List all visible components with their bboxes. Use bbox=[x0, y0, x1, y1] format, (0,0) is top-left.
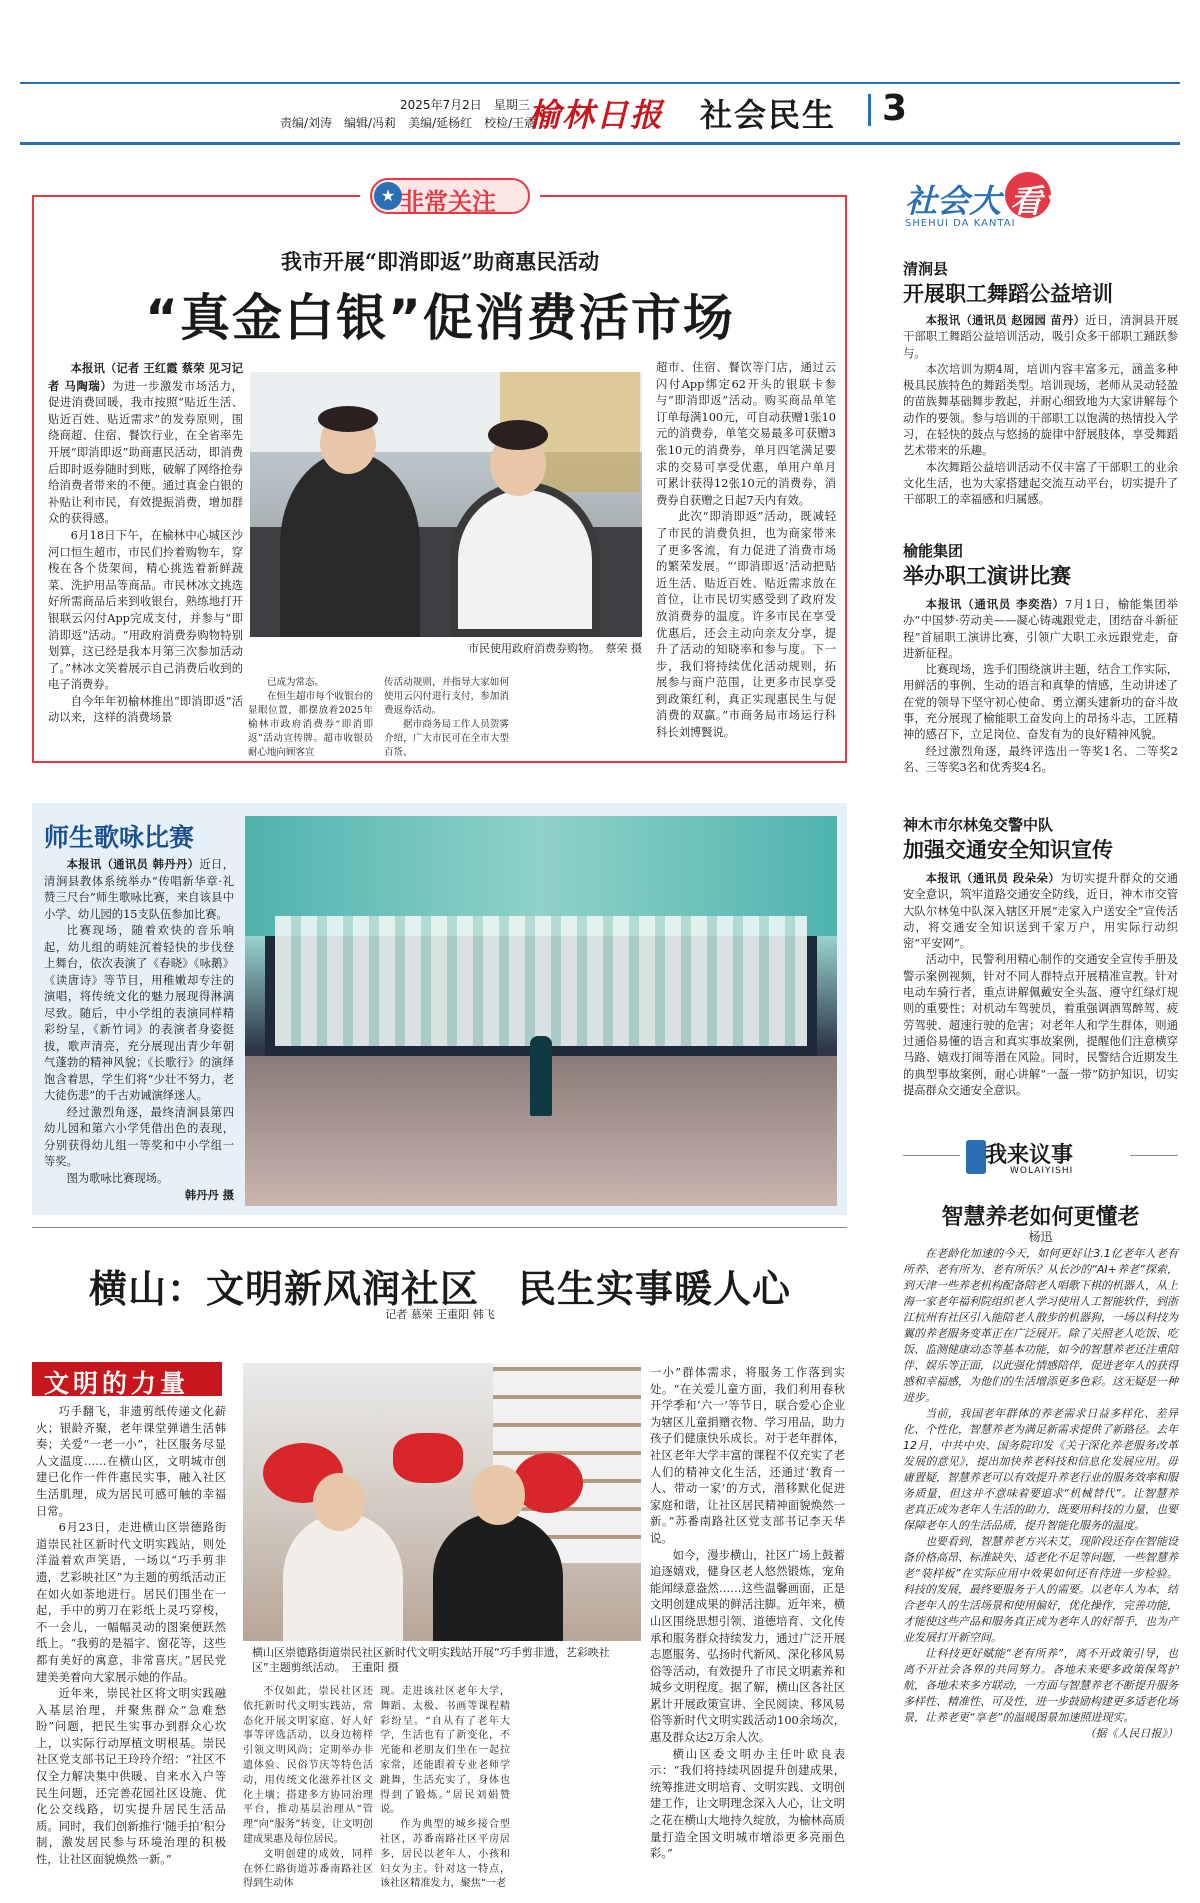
hengshan-col4-para3: 横山区委文明办主任叶欧良表示：“我们将持续巩固提升创建成果，统筹推进文明培育、文明实践、文明创建工作，让文明理念深入人心，让文明之花在横山大地持久绽放，为榆林高质量打造全国文明城市增添更多亮丽色彩。” bbox=[650, 1747, 845, 1861]
hengshan-tag: 文明的力量 bbox=[44, 1369, 190, 1398]
focus-col1-para3: 自今年年初榆林推出“即消即返”活动以来，这样的消费场景 bbox=[48, 694, 243, 725]
focus-badge-text: 非常关注 bbox=[400, 188, 496, 216]
brief-2-para2: 比赛现场，选手们围绕演讲主题，结合工作实际，用鲜活的事例、生动的语言和真挚的情感，生动讲述了在党的领导下坚守初心使命、勇立潮头建新功的奋斗故事，充分展现了榆能职工奋发向上的昂扬斗志，工匠精神的感召下，立足岗位、奋发有为的良好精神风貌。 bbox=[903, 663, 1178, 742]
microphone-icon bbox=[966, 1140, 986, 1174]
singing-caption: 图为歌咏比赛现场。 bbox=[66, 1171, 169, 1185]
resident-2 bbox=[433, 1513, 563, 1641]
focus-col3-para1: 传活动规则，并指导大家如何使用云闪付进行支付，参加消费返券活动。 bbox=[384, 677, 509, 716]
hengshan-col1-para1: 巧手翻飞，非遗剪纸传递文化薪火；银龄齐聚，老年课堂弹谱生活韩奏；关爱“一老一小”，社区服务尽显人文温度……在横山区，文明城市创建已化作一件件惠民实事，融入社区生活肌理，成为居民可感可触的幸福日常。 bbox=[36, 1405, 226, 1518]
conductor-figure bbox=[530, 1036, 552, 1116]
focus-col5-para1: 超市、住宿、餐饮等门店，通过云闪付App绑定62开头的银联卡参与“即消即返”活动。购买商品单笔订单每满100元，可自动获赠1张10元的消费券，单笔交易最多可获赠3张10元的消费券，单月四笔满足要求的交易可享受优惠，单用户单月可累计获得12张10元的消费券，消费券自获赠之日起7天内有效。 bbox=[656, 361, 836, 507]
shopper-hair bbox=[318, 406, 378, 432]
hengshan-photo bbox=[243, 1363, 641, 1641]
hengshan-col4-para2: 如今，漫步横山，社区广场上鼓蓄追逐嬉戏，健身区老人悠然锻炼，宠角能闻绿意盎然……这些温馨画面，正是文明创建成果的鲜活注脚。近年来，横山区围绕思想引领、道德培育、文化传承和服务群众持续发力，通过广泛开展志愿服务、弘扬时代新风、深化移风易俗等活动，有效提升了市民文明素养和城乡文明程度。据了解，横山区各社区累计开展政策宣讲、全民阅读、移风易俗等新时代文明实践活动100余场次，惠及群众达2万余人次。 bbox=[650, 1548, 845, 1745]
resident-1-face bbox=[313, 1473, 365, 1531]
cashier-hair bbox=[488, 420, 548, 450]
singing-body bbox=[44, 856, 234, 1204]
hengshan-column-1 bbox=[36, 1404, 226, 1869]
opinion-badge: 我来议事 bbox=[985, 1143, 1074, 1168]
focus-col3-para2: 据市商务局工作人员贺雾介绍，广大市民可在全市大型百货、 bbox=[384, 718, 509, 758]
brief-1-org: 清涧县 bbox=[903, 260, 949, 278]
paper-cut-2 bbox=[393, 1433, 463, 1483]
hengshan-column-3 bbox=[380, 1685, 510, 1892]
singing-byline: 本报讯（通讯员 韩丹丹） bbox=[66, 857, 200, 871]
singing-title: 师生歌咏比赛 bbox=[44, 823, 195, 852]
brief-1-byline: 本报讯（通讯员 赵园园 苗丹） bbox=[925, 313, 1086, 327]
singing-photographer: 韩丹丹 摄 bbox=[184, 1188, 234, 1202]
brief-1-text: 近日，清涧县开展干部职工舞蹈公益培训活动，吸引众多干部职工踊跃参与。 bbox=[903, 314, 1178, 360]
sidebar-logo: 社会大 bbox=[905, 182, 1002, 220]
newspaper-logo: 榆林日报 bbox=[528, 96, 665, 134]
issue-date: 2025年7月2日 星期三 bbox=[400, 98, 530, 112]
choir-members bbox=[275, 916, 807, 1046]
focus-photo-caption: 市民使用政府消费券购物。 蔡荣 摄 bbox=[468, 642, 642, 655]
resident-1 bbox=[283, 1513, 403, 1641]
hengshan-photo-caption: 横山区崇德路街道崇民社区新时代文明实践站开展“巧手剪非遗，艺彩映社区”主题剪纸活动。 王重阳 摄 bbox=[252, 1646, 610, 1674]
focus-column-5 bbox=[656, 360, 836, 742]
brief-2-body bbox=[903, 596, 1178, 776]
hengshan-col4-para1: 一小”群体需求，将服务工作落到实处。“在关爱儿童方面，我们利用春秋开学季和‘六一’等节日，联合爱心企业为辖区儿童捐赠衣物、学习用品，助力孩子们健康快乐成长。对于老年群体，社区老年大学丰富的课程不仅充实了老人们的精神文化生活，还通过‘教育一人、带动一家’的方式，潜移默化促进家庭和谐，让社区居民精神面貌焕然一新。”苏番南路社区党支部书记李天华说。 bbox=[650, 1366, 845, 1545]
focus-byline: 本报讯（记者 王红霞 蔡荣 见习记者 马陶瑞） bbox=[48, 361, 243, 393]
brief-2-para3: 经过激烈角逐，最终评选出一等奖1名、二等奖2名、三等奖3名和优秀奖4名。 bbox=[903, 744, 1178, 774]
masthead-rule-bottom bbox=[20, 142, 1180, 145]
focus-column-3 bbox=[384, 676, 509, 759]
singing-text: 近日，清涧县教体系统举办“传唱新华章·礼赞三尺台”师生歌咏比赛，来自该县中小学、幼儿园的15支队伍参加比赛。 bbox=[44, 858, 234, 921]
resident-2-face bbox=[471, 1465, 525, 1525]
hengshan-column-4 bbox=[650, 1365, 845, 1863]
opinion-para-2: 当前，我国老年群体的养老需求日益多样化、差异化、个性化，智慧养老为满足新需求提供了新路径。去年12月，中共中央、国务院印发《关于深化养老服务改革发展的意见》，提出加快养老科技和信息化发展应用。毋庸置疑，智慧养老可以有效提升养老行业的服务效率和服务质量，但这并不意味着要追求“机械替代”。让智慧养老真正成为老年人生活的助力，既要用科技的力量，也要保障老年人的生活品质，提升智能化服务的温度。 bbox=[903, 1407, 1178, 1532]
masthead-separator bbox=[868, 94, 871, 126]
hengshan-col2-para2: 文明创建的成效，同样在怀仁路街道苏番南路社区得到生动体 bbox=[243, 1848, 373, 1890]
opinion-body bbox=[903, 1246, 1178, 1742]
hengshan-col2-para1: 不仅如此，崇民社区还依托新时代文明实践站，常态化开展文明家庭、好人好事等评选活动，以身边榜样引领文明风尚；定期举办非遗体验、民俗节庆等特色活动，用传统文化滋养社区文化土壤；搭建多方协同治理平台，推动基层治理从“管理”向“服务”转变，让文明创建成果惠及每位居民。 bbox=[243, 1686, 373, 1845]
brief-3-text: 为切实提升群众的交通安全意识，筑牢道路交通安全防线，近日，神木市交管大队尔林兔中队深入辖区开展“走家入户送安全”宣传活动，将交通安全知识送到千家万户，用实际行动织密“平安网”。 bbox=[903, 872, 1178, 951]
opinion-badge-pinyin: WOLAIYISHI bbox=[1010, 1166, 1074, 1176]
focus-kicker: 我市开展“即消即返”助商惠民活动 bbox=[280, 249, 600, 274]
page-number: 3 bbox=[882, 88, 908, 129]
brief-1-title: 开展职工舞蹈公益培训 bbox=[903, 282, 1113, 306]
focus-col2-para1: 已成为常态。 bbox=[267, 677, 325, 688]
focus-column-1 bbox=[48, 360, 243, 727]
opinion-para-1: 在老龄化加速的今天，如何更好让3.1亿老年人老有所养、老有所为、老有所乐？从长沙的“AI+养老”探索，到天津一些养老机构配备陪老人唱歌下棋的机器人，从上海一家老年福利院组织老人学习使用人工智能软件，到浙江杭州有社区引入能陪老人散步的机器狗，一场以科技为翼的养老服务变革正在广泛展开。除了关照老人吃饭、吃饭、监测健康动态等基本功能，如今的智慧养老还注重陪伴、娱乐等正面，以此强化情感陪伴，促进老年人的获得感和幸福感，为他们的生活增添更多色彩。这无疑是一种进步。 bbox=[903, 1247, 1178, 1404]
hengshan-divider bbox=[32, 1227, 847, 1228]
focus-photo bbox=[250, 372, 642, 637]
opinion-source: （据《人民日报》） bbox=[1084, 1727, 1178, 1740]
hengshan-byline: 记者 慕荣 王重阳 韩飞 bbox=[385, 1308, 495, 1321]
focus-col2-para2: 在恒生超市每个收银台的显眼位置，都摆放着2025年榆林市政府消费券“即消即返”活动宣传牌。超市收银员耐心地向顾客宣 bbox=[248, 690, 373, 758]
brief-2-byline: 本报讯（通讯员 李奕浩） bbox=[925, 597, 1065, 611]
brief-1-para3: 本次舞蹈公益培训活动不仅丰富了干部职工的业余文化生活，也为大家搭建起交流互动平台，切实提升了干部职工的幸福感和归属感。 bbox=[903, 460, 1178, 507]
hengshan-col1-para2: 6月23日，走进横山区崇德路街道崇民社区新时代文明实践站，则处洋溢着欢声笑语，一场以“巧手剪非遗，艺彩映社区”为主题的剪纸活动正在如火如荼地进行。居民们围坐在一起，手中的剪刀在彩纸上灵巧穿梭，不一会儿，一幅幅灵动的图案便跃然纸上。“我剪的是福字、窗花等，这些都有美好的寓意，非常喜庆。”居民党建美美着向大家展示她的作品。 bbox=[36, 1521, 226, 1684]
focus-col5-para2: 此次“即消即返”活动，既减轻了市民的消费负担，也为商家带来了更多客流，有力促进了消费市场的繁荣发展。“‘即消即返’活动把贴近生活、贴近百姓、贴近需求放在首位，让市民切实感受到了政府发放消费券的温度。许多市民在享受优惠后，还会主动向亲友分享，提升了活动的知晓率和参与度。下一步，我们将持续优化活动规则，拓展参与商户范围，让更多市民享受到政策红利，真正实现惠民生与促消费的双赢。”市商务局市场运行科科长刘博賢说。 bbox=[656, 510, 836, 740]
singing-para3: 经过激烈角逐，最终清涧县第四幼儿园和第六小学凭借出色的表现，分别获得幼儿组一等奖和中小学组一等奖。 bbox=[44, 1105, 234, 1168]
hengshan-col3-para1: 现。走进该社区老年大学，舞蹈、太极、书画等课程精彩纷呈。“自从有了老年大学，生活也有了新变化，不光能和老朋友们坐在一起拉家常，还能跟着专业老师学跳舞，生活充实了，身体也得到了锻炼。”居民刘娟赞说。 bbox=[380, 1686, 510, 1816]
brief-1-para2: 本次培训为期4周，培训内容丰富多元，涵盖多种极具民族特色的舞蹈类型。培训现场，老师从灵动轻盈的苗族舞基础舞步教起，并耐心细致地为大家讲解每个动作的要领。参与培训的干部职工以饱满的热情投入学习，在轻快的鼓点与悠扬的旋律中舒展肢体，享受舞蹈艺术带来的乐趣。 bbox=[903, 362, 1178, 458]
brief-3-body bbox=[903, 870, 1178, 1099]
editor-credits: 责编/刘涛 编辑/冯莉 美编/延杨红 校检/王震 bbox=[280, 116, 537, 130]
hengshan-column-2 bbox=[243, 1685, 373, 1892]
focus-column-2 bbox=[248, 676, 373, 759]
brief-3-byline: 本报讯（通讯员 段朵朵） bbox=[925, 871, 1061, 885]
brief-3-org: 神木市尔林兔交警中队 bbox=[903, 816, 1054, 834]
brief-2-org: 榆能集团 bbox=[903, 542, 964, 560]
cashier-figure bbox=[450, 482, 600, 637]
focus-headline: “真金白银”促消费活市场 bbox=[145, 289, 735, 347]
section-title: 社会民生 bbox=[700, 96, 837, 134]
hengshan-col1-para3: 近年来，崇民社区将文明实践融入基层治理，并聚焦群众“急难愁盼”问题，把民生实事办到群众心坎上，以实际行动厚植文明根基。崇民社区党支部书记王玲玲介绍：“社区不仅全力解决集中供暖、自来水入户等民生问题，还完善花园社区设施、优化公交线路，切实提升居民生活品质。同时，我们创新推行‘随手拍’积分制，激发居民参与环境治理的积极性，让社区面貌焕然一新。” bbox=[36, 1687, 226, 1867]
brief-2-text: 7月1日，榆能集团举办“中国梦·劳动美——凝心铸魂跟党走，团结奋斗新征程”首届职工演讲比赛，引领广大职工永远跟党走，奋进新征程。 bbox=[903, 598, 1178, 660]
masthead-rule-top bbox=[20, 82, 1180, 84]
opinion-para-3: 也要看到，智慧养老方兴未艾，现阶段还存在智能设备价格高昂、标准缺失、适老化不足等问题，一些智慧养老“装样板”在实际应用中效果如何还有待进一步检验。科技的发展，最终要服务于人的需要。以老年人为本，结合老年人的生活场景和使用偏好，优化操作，完善功能，才能使这些产品和服务真正成为老年人的好帮手，也为产业发展打开新空间。 bbox=[903, 1535, 1178, 1644]
opinion-para-4: 让科技更好赋能“老有所养”，离不开政策引导，也离不开社会各界的共同努力。各地未来要多政策保驾护航，各地未来多方联动，一方面与智慧养老不断提升服务多样性、精准性、可及性，进一步鼓励构建更多适老化场景，让养老更“享老”的温暖图景加速照进现实。 bbox=[903, 1647, 1178, 1724]
sidebar-logo-highlight: 看台 bbox=[1010, 182, 1075, 220]
singing-photo bbox=[245, 816, 837, 1206]
hengshan-headline: 横山：文明新风润社区 民生实事暖人心 bbox=[88, 1267, 791, 1311]
shopper-figure bbox=[280, 452, 420, 637]
opinion-title: 智慧养老如何更懂老 bbox=[941, 1205, 1140, 1230]
singing-para2: 比赛现场，随着欢快的音乐响起，幼儿组的萌娃沉着轻快的步伐登上舞台，依次表演了《春晓》《咏鹅》《读唐诗》等节目，用稚嫩却专注的演唱，将传统文化的魅力展现得淋漓尽致。随后，中小学组的表演同样精彩纷呈，《新竹词》的表演者身姿挺拔，歌声清亮，充分展现出青少年朝气蓬勃的精神风貌；《长歌行》的演绎饱含着思，学生们将“少壮不努力，老大徒伤悲”的千古劝诫演绎迷人。 bbox=[44, 924, 234, 1102]
brief-2-title: 举办职工演讲比赛 bbox=[903, 564, 1071, 588]
focus-col1-para2: 6月18日下午，在榆林中心城区沙河口恒生超市，市民们拎着购物车，穿梭在各个货架间，精心挑选着新鲜蔬菜、洗护用品等商品。市民林冰文挑选好所需商品后来到收银台，熟练地打开银联云闪付App完成支付，并参与“即消即返”活动。“用政府消费券购物特别划算，这已经是我本月第三次参加活动了。”林冰文笑着展示自己消费后收到的电子消费券。 bbox=[48, 528, 243, 692]
opinion-author: 杨迅 bbox=[1028, 1230, 1053, 1244]
sidebar-logo-pinyin: SHEHUI DA KANTAI bbox=[905, 218, 1016, 229]
brief-3-para2: 活动中，民警利用精心制作的交通安全宣传手册及警示案例视频，针对不同人群特点开展精准宣教。针对电动车骑行者，重点讲解佩戴安全头盔、遵守红绿灯规则的重要性；对机动车驾驶员，着重强调酒驾醉驾、疲劳驾驶、超速行驶的危害；对老年人和学生群体，则通过通俗易懂的语言和真实事故案例，提醒他们注意横穿马路、嬉戏打闹等潜在风险。同时，民警结合近期发生的典型事故案例，耐心讲解“一盔一带”防护知识，切实提高群众交通安全意识。 bbox=[903, 953, 1178, 1097]
brief-1-body bbox=[903, 312, 1178, 509]
hengshan-col3-para2: 作为典型的城乡接合型社区，苏番南路社区平房居多，居民以老年人、小孩和妇女为主。针对这一特点，该社区精准发力，聚焦“一老 bbox=[380, 1819, 510, 1890]
brief-3-title: 加强交通安全知识宣传 bbox=[903, 838, 1113, 862]
focus-col1-text: 为进一步激发市场活力，促进消费回暖，我市按照“贴近生活、贴近百姓、贴近需求”的发券原则，围绕商超、住宿、餐饮行业，在全省率先开展“即消即返”助商惠民活动，即消费后即时返券随时到账，破解了网络抢券给消费者带来的不便。通过真金白银的补贴让利市民，有效提振消费，增加群众的获得感。 bbox=[48, 379, 243, 526]
focus-badge-icon: ★ bbox=[374, 182, 402, 210]
